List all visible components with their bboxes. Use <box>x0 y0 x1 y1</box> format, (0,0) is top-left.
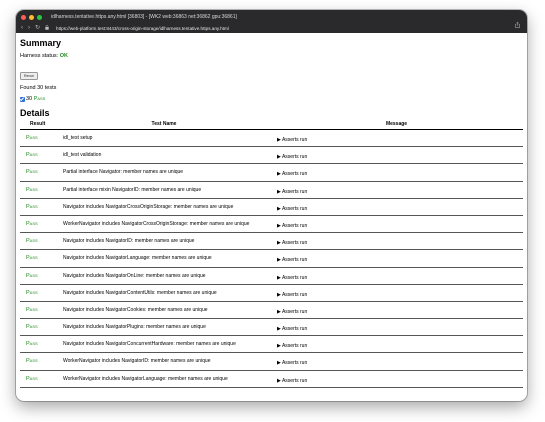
window-title: idlharness.tentative.https.any.html [36803] - [WK2 web:36863 net:36862 gpu:36861] <box>51 14 237 21</box>
test-name-cell: Navigator includes NavigatorLanguage: member names are unique <box>63 255 212 262</box>
asserts-run-toggle[interactable]: ▶ Asserts run <box>277 171 308 178</box>
test-name-cell: Navigator includes NavigatorConcurrentHardware: member names are unique <box>63 341 236 348</box>
asserts-run-toggle[interactable]: ▶ Asserts run <box>277 205 308 212</box>
asserts-run-toggle[interactable]: ▶ Asserts run <box>277 291 308 298</box>
test-name-cell: idl_test setup <box>63 135 93 141</box>
result-cell: Pass <box>26 324 38 331</box>
table-row <box>20 233 523 250</box>
result-cell: Pass <box>26 341 38 348</box>
title-bar <box>16 10 527 33</box>
test-name-cell: Navigator includes NavigatorCrossOriginStorage: member names are unique <box>63 203 234 210</box>
pass-filter-checkbox[interactable] <box>20 97 25 102</box>
test-name-cell: Navigator includes NavigatorContentUtils: member names are unique <box>63 289 217 296</box>
asserts-run-toggle[interactable]: ▶ Asserts run <box>277 326 308 333</box>
table-row <box>20 371 523 388</box>
test-name-cell: WorkerNavigator includes NavigatorID: member names are unique <box>63 358 211 365</box>
test-name-cell: WorkerNavigator includes NavigatorCrossOriginStorage: member names are unique <box>63 220 250 227</box>
table-body <box>20 130 523 388</box>
table-row <box>20 216 523 233</box>
results-table <box>20 121 523 388</box>
table-row <box>20 319 523 336</box>
reload-icon[interactable]: ↻ <box>35 25 41 32</box>
zoom-window-button[interactable] <box>37 15 42 20</box>
details-heading: Details <box>20 108 50 118</box>
asserts-run-toggle[interactable]: ▶ Asserts run <box>277 360 308 367</box>
lock-icon <box>45 25 49 32</box>
minimize-window-button[interactable] <box>29 15 34 20</box>
result-cell: Pass <box>26 272 38 279</box>
asserts-run-toggle[interactable]: ▶ Asserts run <box>277 137 308 143</box>
result-cell: Pass <box>26 186 38 193</box>
header-result: Result <box>30 121 46 127</box>
result-cell: Pass <box>26 255 38 262</box>
table-row <box>20 182 523 199</box>
pass-summary <box>20 96 523 102</box>
asserts-run-toggle[interactable]: ▶ Asserts run <box>277 308 308 315</box>
asserts-run-toggle[interactable]: ▶ Asserts run <box>277 257 308 264</box>
title-row <box>16 11 237 23</box>
asserts-run-toggle[interactable]: ▶ Asserts run <box>277 222 308 229</box>
asserts-run-toggle[interactable]: ▶ Asserts run <box>277 240 308 247</box>
table-row <box>20 164 523 181</box>
test-name-cell: idl_test validation <box>63 152 102 159</box>
browser-window <box>16 10 527 401</box>
close-window-button[interactable] <box>21 15 26 20</box>
result-cell: Pass <box>26 169 38 176</box>
toolbar <box>16 23 527 33</box>
table-row <box>20 285 523 302</box>
test-name-cell: WorkerNavigator includes NavigatorLanguage: member names are unique <box>63 375 228 382</box>
result-cell: Pass <box>26 152 38 159</box>
back-arrow-icon[interactable]: ‹ <box>21 25 23 32</box>
result-cell: Pass <box>26 203 38 210</box>
asserts-run-toggle[interactable]: ▶ Asserts run <box>277 188 308 195</box>
header-test-name: Test Name <box>151 121 177 127</box>
test-name-cell: Navigator includes NavigatorOnLine: member names are unique <box>63 272 206 279</box>
asserts-run-toggle[interactable]: ▶ Asserts run <box>277 377 308 384</box>
result-cell: Pass <box>26 358 38 365</box>
table-row <box>20 250 523 267</box>
table-row <box>20 353 523 370</box>
result-cell: Pass <box>26 135 38 141</box>
harness-status-value: OK <box>59 53 68 59</box>
asserts-run-toggle[interactable]: ▶ Asserts run <box>277 343 308 350</box>
result-cell: Pass <box>26 306 38 313</box>
result-cell: Pass <box>26 375 38 382</box>
pass-label: Pass <box>33 96 46 102</box>
table-row <box>20 130 523 147</box>
asserts-run-toggle[interactable]: ▶ Asserts run <box>277 154 308 161</box>
asserts-run-toggle[interactable]: ▶ Asserts run <box>277 274 308 281</box>
test-name-cell: Navigator includes NavigatorCookies: member names are unique <box>63 306 208 313</box>
found-tests-text: Found 30 tests <box>20 85 57 91</box>
test-name-cell: Navigator includes NavigatorPlugins: member names are unique <box>63 324 206 331</box>
table-row <box>20 199 523 216</box>
table-row <box>20 147 523 164</box>
pass-count: 30 <box>26 96 33 102</box>
test-name-cell: Partial interface mixin NavigatorID: member names are unique <box>63 186 202 193</box>
page-content <box>16 33 527 388</box>
rerun-button[interactable]: Rerun <box>20 72 38 80</box>
result-cell: Pass <box>26 289 38 296</box>
harness-status <box>20 53 523 59</box>
harness-status-label: Harness status: <box>20 53 59 59</box>
table-header <box>20 121 523 130</box>
table-row <box>20 336 523 353</box>
result-cell: Pass <box>26 238 38 245</box>
summary-heading: Summary <box>20 38 62 48</box>
forward-arrow-icon[interactable]: › <box>28 25 30 32</box>
table-row <box>20 268 523 285</box>
header-message: Message <box>385 121 408 127</box>
test-name-cell: Partial interface Navigator: member names are unique <box>63 169 184 176</box>
share-icon[interactable] <box>515 22 520 30</box>
address-bar[interactable]: https://web-platform.test:8443/cross-origin-storage/idlharness.tentative.https.any.html <box>56 25 229 31</box>
result-cell: Pass <box>26 220 38 227</box>
table-row <box>20 302 523 319</box>
test-name-cell: Navigator includes NavigatorID: member names are unique <box>63 238 195 245</box>
